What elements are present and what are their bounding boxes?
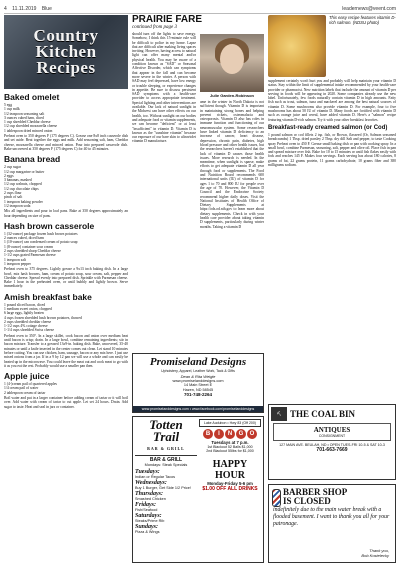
coal-bin-address: 127 MAIN AVE. BEULAH, ND • OPEN TUES-FRI 10-5 & SAT 10-3 — [279, 443, 385, 447]
location-note: Lake Audubon • Hwy 83 (Off 200) — [199, 419, 261, 427]
author-photo — [200, 34, 264, 92]
totten-trail-logo: Totten Trail BAR & GRILL — [135, 419, 197, 456]
barber-message: indefinitely due to the main water break with a flooded basement. I want to thank you all for your patronage. — [273, 507, 390, 527]
happy-hour-title: HAPPY HOUR — [212, 459, 248, 482]
recipe-list — [4, 92, 128, 409]
ingredient-line: 1 teaspoon salt — [4, 257, 26, 262]
bingo-ball: G — [236, 429, 246, 439]
author-caption: Julie Garden-Robinson — [209, 93, 254, 98]
special-item: Indian or Regular Tacos — [135, 475, 176, 479]
ingredient-line: 1-1/2 cups 4% cottage cheese — [4, 324, 48, 329]
bingo-ball: N — [225, 429, 235, 439]
special-item: Fish/Seafood — [135, 508, 158, 512]
continued-note: continued from page 3 — [132, 25, 177, 30]
ad-web-bar[interactable]: www.promiselanddesigns.com • www.facebook.com/promiselanddesigns — [133, 406, 263, 412]
ingredient-line: 2 cup sugar — [4, 165, 21, 170]
header-left — [4, 6, 56, 12]
ad-phone: 701-748-2264 — [183, 391, 213, 397]
bingo-prize-1: 1st Blackout 52 Balls $1,000 — [207, 445, 253, 449]
special-day: Thursdays: — [135, 491, 164, 497]
special-day: Sundays: — [135, 524, 159, 530]
special-item: Smashed Chicken — [135, 497, 166, 501]
coal-cart-icon: ⛏ — [271, 407, 287, 421]
recipe-4 — [4, 371, 128, 409]
barber-signature: Bob Kostelecky — [361, 553, 389, 558]
special-day: Saturdays: — [135, 513, 162, 519]
banner-line-3: Recipes — [36, 58, 96, 77]
special-day: Tuesdays: — [135, 469, 160, 475]
photo-caption: This easy recipe features vitamin D-rich salmon. (NDSU photo) — [329, 15, 396, 25]
daily-specials — [135, 469, 197, 534]
ingredient-line: 2 cups shredded cheddar cheese — [4, 319, 52, 324]
ingredient-line: 3 ounces cubed ham, diced — [4, 115, 44, 120]
recipe-title: Baked omelet — [4, 92, 60, 102]
recipe-3 — [4, 292, 128, 368]
coal-bin-ad[interactable] — [268, 404, 396, 480]
article-title: PRAIRIE FARE — [132, 15, 203, 25]
monday-special: Mondays: Steak Specials — [144, 463, 188, 467]
ingredient-line: 1/2 cup chocolate chips — [4, 186, 39, 191]
ingredient-line: 1/2 teaspoon seasoning salt — [4, 111, 45, 116]
issue-date: 11.11.2019 — [12, 5, 37, 12]
promiseland-ad[interactable] — [132, 353, 264, 413]
ad-web-1[interactable]: www.promiselanddesigns.com — [172, 379, 224, 383]
bingo-ball: I — [214, 429, 224, 439]
consignment-label: CONSIGNMENT — [318, 434, 346, 438]
article-continuation — [268, 15, 396, 563]
bingo-ball: O — [247, 429, 257, 439]
ingredient-line: 1/2 cup margarine or butter — [4, 169, 45, 174]
ingredient-line: 1 (10-ounce) can condensed cream of potato soup — [4, 240, 78, 245]
happy-hour-offer: $1.00 OFF ALL DRINKS — [202, 486, 258, 493]
barber-shop-notice — [268, 484, 396, 563]
recipe-directions: Preheat oven to 350 degrees F (175 degrees C). Grease one 8x8 inch casserole dish and set aside. Beat together the eggs and milk. Add seasoning salt, ham, Cheddar cheese, mozzarella cheese and minced onion. Pour into prepared casserole dish. Bake uncovered at 350 degrees F (175 degrees C) for 40 to 45 minutes. — [4, 134, 128, 151]
special-day: Fridays: — [135, 502, 156, 508]
salmon-recipe-title: Breakfast-ready creamed salmon (or Cod) — [268, 124, 388, 131]
ingredient-line: 2 ounces cubed, diced ham — [4, 236, 44, 241]
ad-address-2: Hazen, ND 58545 — [182, 387, 214, 392]
antiques-label: ANTIQUES — [313, 426, 351, 434]
ingredient-line: 6 large eggs, lightly beaten — [4, 311, 44, 316]
recipe-title: Amish breakfast bake — [4, 291, 92, 302]
special-day: Wednesdays: — [135, 480, 167, 486]
ingredient-line: 1 (32-ounce) package frozen hash brown potatoes — [4, 231, 78, 236]
ingredient-line: 1 cup shredded Cheddar cheese — [4, 120, 51, 125]
ingredient-line: pinch of salt — [4, 195, 23, 200]
page-header — [4, 4, 396, 14]
salmon-dish-photo — [268, 15, 326, 77]
coal-bin-phone: 701-663-7669 — [316, 447, 348, 454]
ingredient-line: 2 cups flour — [4, 191, 22, 196]
bingo-balls — [199, 429, 261, 439]
special-item: Buy 1 Burger, Get Side 1/2 Price! — [135, 486, 191, 490]
ingredient-line: 1 (8-ounce) container sour cream — [4, 244, 53, 249]
barber-title-2: IS CLOSED — [283, 496, 331, 506]
recipe-directions: Mix all ingredients and pour in loaf pans. Bake at 350 degrees approximately an hour depending on size of pans. — [4, 209, 128, 218]
ingredient-line: 1 (4-)cream pail of quartered apples — [4, 382, 57, 387]
ingredient-line: 1 cup milk — [4, 107, 20, 112]
recipe-directions: Boil water and put in a larger container before adding cream of tartar or it will boil over. Add water with cream of tartar to cut apple. Let set 24 hours. Drain. Add sugar to taste. Heat and seal in jars or container. — [4, 396, 128, 409]
salmon-recipe-text: 1 pound salmon or cod fillets 2 tsp. fish, or Brown, flaxseed (Or, Salmon seasoned breadcrumbs) 1 Tbsp. dried parsley 2 Tbsp. dry dill Salt and pepper, to taste Cooking spray Preheat oven to 450 F. Grease small baking dish or pan with cooking spray. In a small bowl, combine Parmesan, seasoning, salt, pepper and olive oil. Place fish in pan and spread mixture over fish. Bake for 10 to 15 minutes or until fish flakes easily with fork and reaches 145 F. Makes four servings. Each serving has about 180 calories, 8 grams of fat, 22 grams protein, 11 grams carbohydrate, 10 grams fiber and 380 milligrams sodium. — [268, 132, 396, 168]
ingredient-line: 1-1/2 cups grated Parmesan cheese — [4, 253, 56, 258]
recipe-1 — [4, 154, 128, 218]
ingredient-line: 1 medium sweet onion, chopped — [4, 306, 52, 311]
prairie-fare-article — [132, 15, 264, 350]
recipe-title: Hash brown casserole — [4, 220, 95, 231]
special-item: Pizza & Wings — [135, 530, 160, 534]
recipe-directions: Preheat oven to 350°. In a large skillet, cook bacon and onion over medium heat until bacon is crisp; drain. In a large bowl, combine remaining ingredients; stir in bacon mixture. Transfer to a greased 13x9-in. baking dish. Bake, uncovered, 35-40 minutes or until a knife inserted in the center comes out clean. Let stand 10 minutes before cutting. You can use chicken, ham, sausage, bacon or any mix here. I just use mixed onions from a jar. If in a 9 by 12 pan we will use a whole and can easily be heated up in the microwave. You could leave the meat out and cook meat to go with it as you eat the rest. Probably would use a smaller pan then. — [4, 333, 128, 368]
recipe-title: Banana bread — [4, 154, 61, 165]
ingredient-line: 1 pound sliced bacon, diced — [4, 302, 46, 307]
ingredient-line: 3 bananas, mashed — [4, 178, 32, 183]
ad-subtitle: Upholstery, Apparel, Leather Work, Tack & Gifts — [161, 369, 235, 373]
recipe-0 — [4, 92, 128, 151]
section-name: Blue — [41, 5, 52, 12]
recipe-title: Apple juice — [4, 371, 50, 382]
page-number: 4 — [4, 5, 7, 12]
ad-address-1: 14 Main Street E — [183, 383, 213, 388]
ingredient-line: 1/4 cream pail of water — [4, 386, 39, 391]
bar-grill-label: BAR & GRILL — [149, 457, 183, 463]
ad-owners: Dean & Rita Weigle — [180, 374, 216, 379]
ingredient-line: 1 teaspoon pepper — [4, 261, 31, 266]
coal-bin-name: THE COAL BIN — [290, 409, 356, 419]
bingo-prize-2: 2nd Blackout 55lbs for $1,000 — [206, 449, 254, 454]
recipe-2 — [4, 221, 128, 289]
ad-brand-name: Promiseland Designs — [149, 356, 247, 368]
ingredient-line: 1-1/4 cups shredded Swiss cheese — [4, 328, 54, 333]
barber-pole-icon — [272, 489, 281, 507]
recipe-directions: Preheat oven to 375 degrees. Lightly grease a 9x13 inch baking dish. In a large bowl, mix hash browns, ham, cream of potato soup, sour cream, salt, pepper and Cheddar cheese. Spread evenly into prepared dish. Sprinkle with Parmesan cheese. Bake 1 hour in the preheated oven, or until bubbly and lightly brown. Serve immediately. — [4, 267, 128, 289]
ingredient-line: 1 tablespoon dried minced onion — [4, 128, 53, 133]
banner-line-2: Kitchen — [35, 42, 97, 61]
ingredient-line: 5 egg — [4, 103, 13, 107]
ingredient-line: 1 teaspoon baking powder — [4, 199, 43, 204]
article-col-3: supplement certainly won't hurt you and probably will help maintain your vitamin D status. Stay within the limit of supplemental intake recommended by your health-care provider or pharmacist. New nutrition labels that include the amount of vitamin D per serving in foods will be appearing in 2020. Some companies already use the new label. Unfortunately, few foods naturally contain vitamin D in high amounts. Fatty fish such as trout, salmon, tuna and mackerel are among the best natural sources of vitamin D. Some mushrooms also provide vitamin D. For example, four to five mushrooms has about 50 IU of vitamin D. Many foods are fortified with vitamin D such as orange juice and cereal, have added vitamin D. Here's a "salmon" recipe featuring vitamin D-rich salmon. Try it with your other breakfast favorites. — [268, 79, 396, 122]
country-kitchen-banner — [4, 15, 128, 89]
site-email[interactable]: leadernews@veent.com — [342, 5, 396, 12]
ingredient-line: 2 eggs — [4, 173, 14, 178]
banner-line-1: Country — [33, 26, 99, 45]
article-col-1: should turn off the lights to save energy. Somehow, I think this 15-minute rule will be difficult to police in my home. Lapse that are difficult after making living spaces inviting. However, having access to natural light can offer many mental and/or physical health. You may be aware of a condition known as "SAD" or Seasonal Affective Disorder, which can symptoms that appear in the fall and can become more severe in the winter. A person with SAD may feel depressed, have low energy or trouble sleeping, or experience changes in appetite. Be sure to discuss persistent SAD symptoms with a health-care provider to access appropriate treatment. Special lighting and other interventions are available. Our lack of natural sunlight in the Midwest can have other effects on our health, too. Without sunlight on our bodies and adequate food or vitamin supplements, we can become "deficient" or at least "insufficient" in vitamin D. Vitamin D is known as the "sunshine vitamin" because our exposure of our bare skin to ultraviolet vitamin D manufacture. — [132, 32, 196, 144]
ingredient-line: 2 cups shredded sharp Cheddar cheese — [4, 249, 61, 254]
bingo-ball: B — [203, 429, 213, 439]
ingredient-line: 4 cups frozen shredded hash brown potatoes, thawed — [4, 315, 82, 320]
bingo-time: Tuesdays at 7 p.m. — [211, 440, 249, 445]
totten-trail-ad[interactable] — [132, 416, 264, 563]
article-col-2: ame in the winter in North Dakota is not sufficient though. Vitamin D is important in maintaining strong bones and helping prevent rickets, osteomalacia and osteoporosis. Vitamin D also has roles in immune function and functioning of our neuromuscular system. Some researchers have linked vitamin D deficiency to an increase of cancer, heart disease, depression, chronic pain, diabetes, high blood pressure and other health issues, but the researchers haven't established that the lack of vitamin D causes those health issues. More research is needed. In the meantime, when sunlight is sparse, make efforts to get adequate vitamin D all year through food or supplements. The Food and Nutrition Board recommends 600 international units (IU) of vitamin D for ages 1 to 70 and 800 IU for people over the age of 70. However, the Vitamin D Council and the Endocrine Society recommend higher daily doses. Visit the National Institutes of Health Office of Dietary Supplements at https://ods.od.nih.gov to learn more about dietary supplements. Check in with your health care provider about taking vitamin D supplements, particularly during winter months. Taking a vitamin D — [200, 100, 264, 229]
ingredient-line: 1/2 cup walnuts, chopped — [4, 182, 42, 187]
ingredient-line: 1/2 cup shredded mozzarella cheese — [4, 124, 58, 129]
ingredient-line: 1/2 teaspoon soda — [4, 203, 31, 208]
happy-hour-days: Monday-Friday 5-6 pm — [207, 481, 253, 487]
recipes-column — [4, 15, 128, 563]
special-item: Steaks/Prime Rib — [135, 519, 165, 523]
barber-title-1: BARBER SHOP — [283, 487, 348, 497]
barber-signoff: Thank you, — [369, 548, 389, 553]
ingredient-line: 2 tablespoon cream of tartar — [4, 390, 46, 395]
